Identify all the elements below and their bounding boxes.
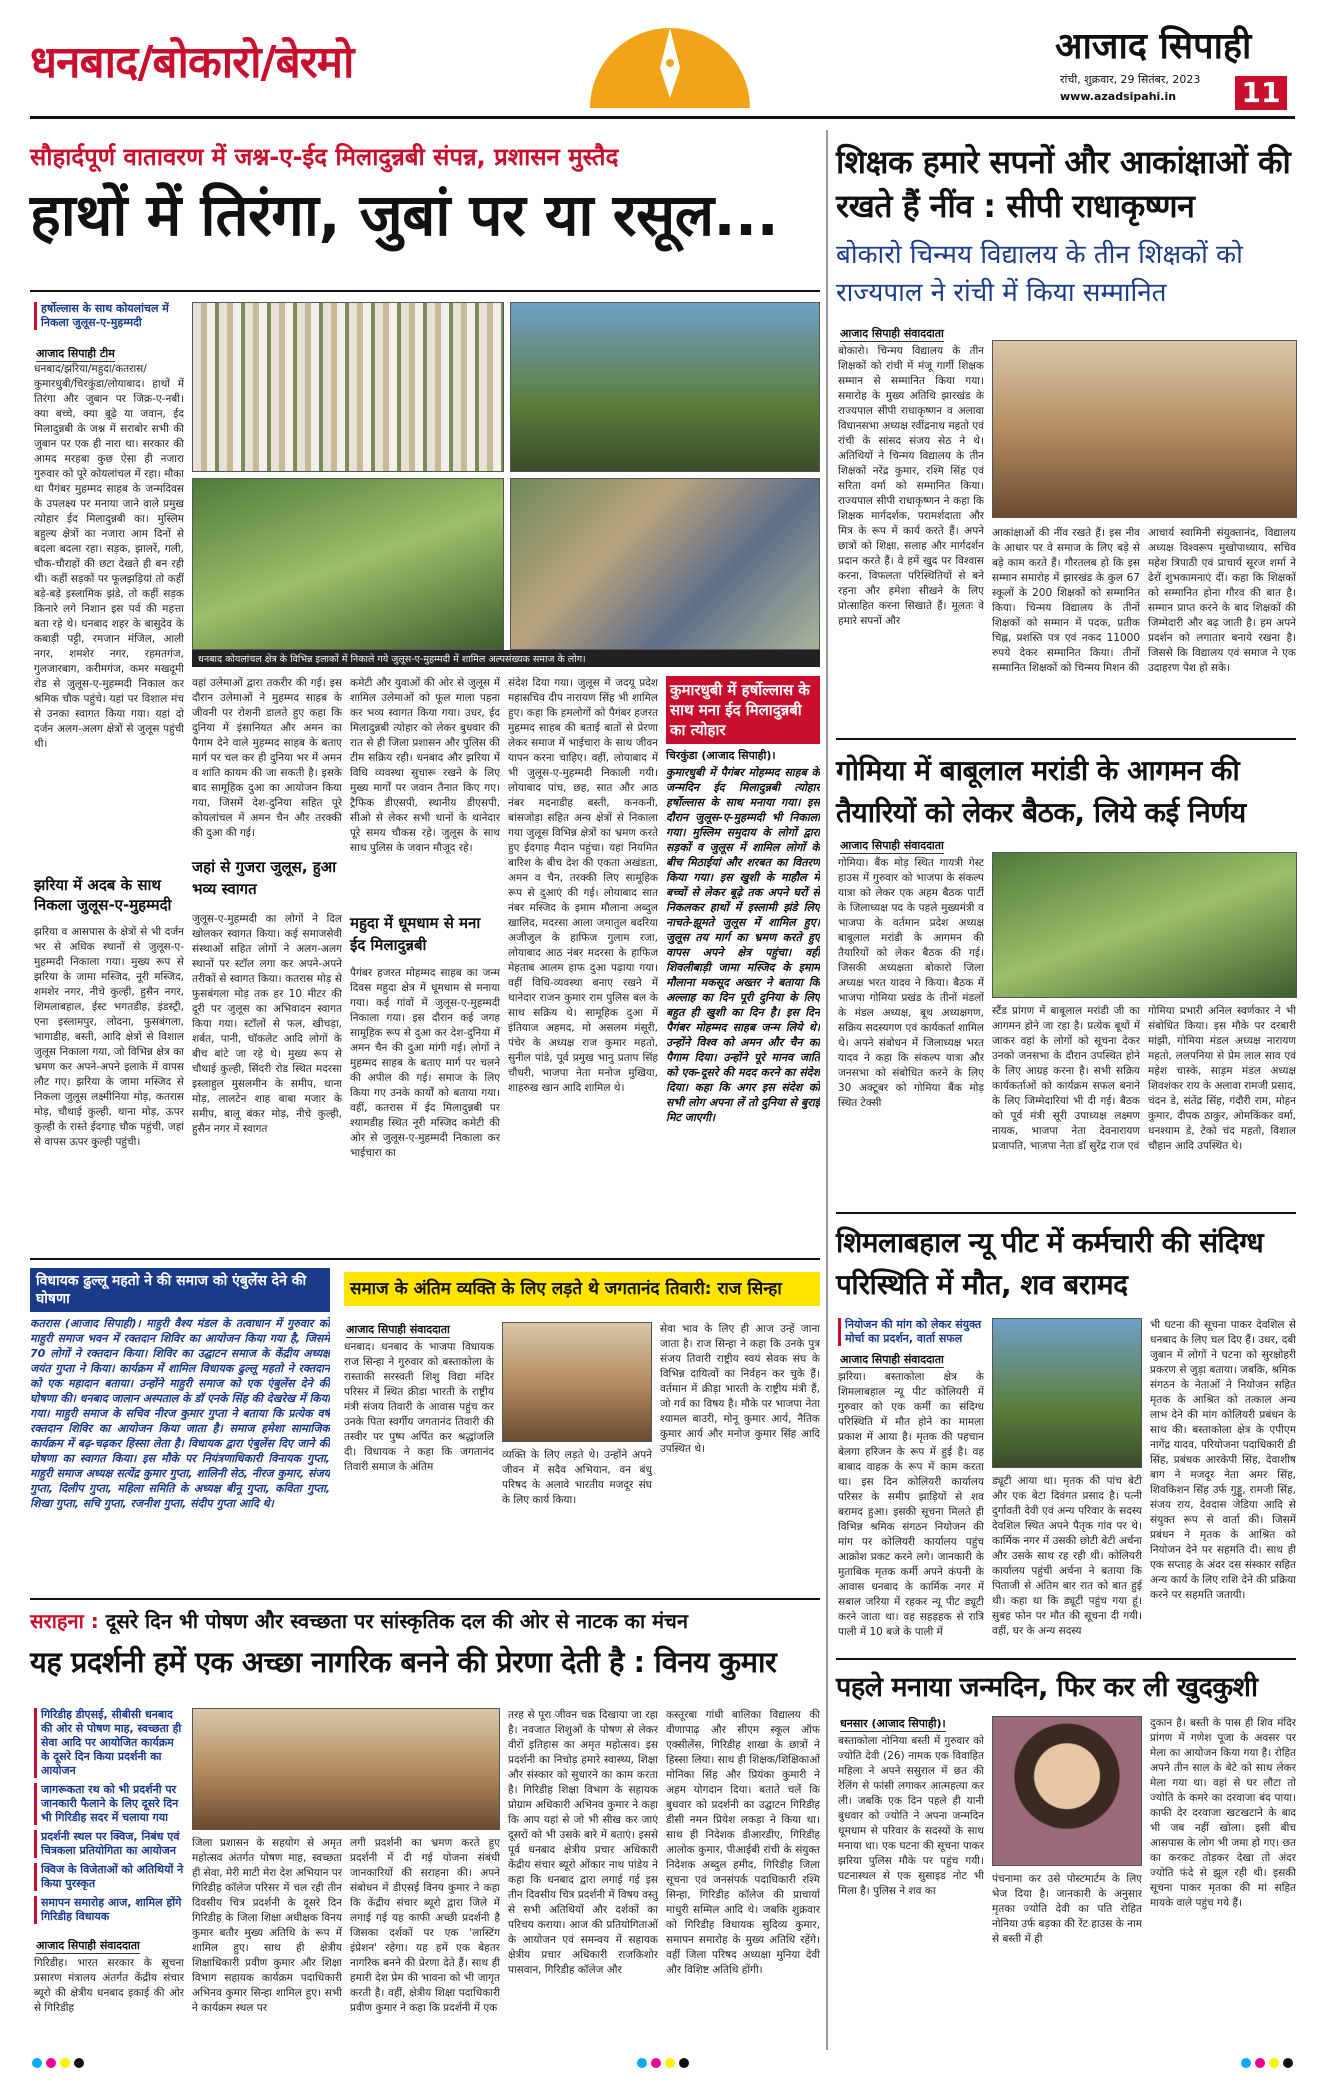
- lead-col1: धनबाद/झरिया/महुदा/कतरास/कुमारधुबी/चिरकुंडा/लोयाबाद। हाथों में तिरंगा और जुबान पर जिक्र-ए-नबी। क्या बच्चे, क्या बूढ़े या जवान, ईद मिलादुन्नबी के जश्न में सराबोर सभी की जुबान पर एक ही नारा था। सरकार की आमद मरहबा कुछ ऐसा ही नजारा गुरुवार को पूरे कोयलांचल में रहा। मौका था पैगंबर मुहम्मद साहब के जन्मदिवस के उपलक्ष्य पर मनाया जाने वाले प्रमुख त्योहार ईद मिलादुन्नबी का। मुस्लिम बहुल्य क्षेत्रों का नजारा आम दिनों से बदला बदला रहा। सड़क, झालरें, गली, चौक-चौराहों की छटा देखते ही बन रही थी। कहीं सड़कों पर फूलझड़ियां तो कहीं बड़े-बड़े इस्लामिक झंडे, तो कहीं सड़क किनारे लगे निशान इस पर्व की महत्ता बता रहे थे। धनबाद शहर के बासुदेव के कबाड़ी पट्टी, रमजान मंजिल, आली नगर, शमशेर नगर, रहमतगंज, गुलजारबाग, करीमगंज, कमर मखदूमी रोड से जुलूस-ए-मुहम्मदी निकाल कर श्रमिक चौक पहुंचे। यहां पर विशाल मंच से उनका स्वागत किया गया। यहां दो दर्जन अलग-अलग क्षेत्रों से जुलूस पहुंची थी।: [34, 363, 184, 750]
- shimla-byline: आजाद सिपाही संवाददाता: [840, 1353, 944, 1366]
- shimla-photo: [992, 1318, 1142, 1468]
- lead-headline: हाथों में तिरंगा, जुबां पर या रसूल...: [30, 181, 779, 249]
- sarahna-bullets: [34, 1708, 184, 1929]
- side-box: [666, 676, 820, 1250]
- lead-rule: [30, 290, 820, 292]
- sarahna-col1: जिला प्रशासन के सहयोग से अमृत महोत्सव अंतर्गत पोषण माह, स्वच्छता ही सेवा, मेरी माटी मेरा देश अभियान पर गिरिडीह कॉलेज परिसर में चल रही तीन दिवसीय चित्र प्रदर्शनी के दूसरे दिन गिरिडीह के जिला शिक्षा अधीक्षक विनय कुमार बतौर मुख्य अतिथि के रूप में शामिल हुए। साथ ही क्षेत्रीय शिक्षाधिकारी प्रवीण कुमार और शिक्षा विभाग सहायक कार्यक्रम पदाधिकारी अभिनव कुमार सिन्हा शामिल हुए। सभी ने कार्यक्रम स्थल पर: [192, 1837, 342, 2014]
- mid-rule: [30, 1598, 820, 1600]
- lead-sub3: महुदा में धूमधाम से मना ईद मिलादुन्नबी: [350, 914, 481, 954]
- sarahna-bullet: गिरिडीह डीएसई, सीबीसी धनबाद की ओर से पोषण माह, स्वच्छता ही सेवा आदि पर आयोजित कार्यक्रम के दूसरे दिन किया प्रदर्शनी का आयोजन: [34, 1708, 184, 1778]
- right-byline: आजाद सिपाही संवाददाता: [840, 327, 944, 340]
- right-col1: बोकारो। चिन्मय विद्यालय के तीन शिक्षकों को रांची में मंजू गार्गी शिक्षक सम्मान से सम्मानित किया गया। समारोह के मुख्य अतिथि झारखंड के राज्यपाल सीपी राधाकृष्णन व अलावा विधानसभा अध्यक्ष रवींद्रनाथ महतो एवं रांची के सांसद संजय सेठ ने थे। अतिथियों ने चिन्मय विद्यालय के तीन शिक्षकों नरेंद्र कुमार, रश्मि सिंह एवं सरिता वर्मा को सम्मानित किया। राज्यपाल सीपी राधाकृष्णन ने कहा कि शिक्षक मार्गदर्शक, परामर्शदाता और मित्र के रूप में कार्य करते हैं। अपने छात्रों को शिक्षा, सलाह और मार्गदर्शन प्रदान करते हैं। वे हमें खुद पर विश्वास करना, विफलता परिस्थितियों से बने रहना और हमेशा सीखने के लिए प्रोत्साहित करना सिखाते हैं। मूलतः वे हमारे सपनों और: [838, 345, 984, 627]
- lead-photo-1: [192, 302, 504, 472]
- vidhayak-box: [30, 1268, 330, 1590]
- sarahna-kicker-label: सराहना :: [30, 1609, 99, 1633]
- suicide-col3: दुकान है। बस्ती के पास ही शिव मंदिर प्रांगण में गणेश पूजा के अवसर पर मेला का आयोजन किया गया है। रोहित अपने तीन साल के बेटे को साथ लेकर मेला गया था। वहां से घर लौटा तो ज्योति के कमरे का दरवाजा बंद पाया। काफी देर दरवाजा खटखटाने के बाद भी जब नहीं खोला। इसी बीच आसपास के लोग भी जमा हो गए। छत का करकट तोड़कर देखा तो अंदर ज्योति फंदे से झूल रही थी। इसकी सूचना पाकर मृतका की मां सहित मायके वाले पहुंच गये हैं।: [1150, 1717, 1296, 1909]
- page-number: 11: [1235, 76, 1287, 110]
- jagtanand-headline: समाज के अंतिम व्यक्ति के लिए लड़ते थे जगतानंद तिवारी: राज सिन्हा: [344, 1272, 820, 1306]
- registration-mark-right: [1239, 2053, 1295, 2072]
- lead-col4: संदेश दिया गया। जुलूस में जदयू प्रदेश महासचिव दीप नारायण सिंह भी शामिल हुए। कहा कि हमलोगों को पैगंबर हजरत मुहम्मद साहब की बताई बातों से प्रेरणा लेकर समाज में भाईचारा के साथ जीवन यापन करना चाहिए। वहीं, लोयाबाद में भी जुलूस-ए-मुहम्मदी निकाली गयी। लोयाबाद पांच, छह, सात और आठ नंबर मदनाडीह बस्ती, कनकनी, बांसजोड़ा सहित अन्य क्षेत्रों से निकाला गया जुलूस विभिन्न क्षेत्रों का भ्रमण करते हुए ईदगाह मैदान पहुंचा। यहां नियमित बारिश के बीच देश की एकता अखंडता, अमन व चैन, तरक्की लिए सामूहिक रूप से दुआएं की गई। लोयाबाद सात नंबर मस्जिद के इमाम मौलाना अब्दुल खालिद, मदरसा आला जमातुल बदरिया अजीजुल के हाफिज गुलाम रजा, लोयाबाद आठ नंबर मदरसा के हाफिज मेहताब आलम हाफ दुआ पढ़ाया गया। वहीं विधि-व्यवस्था बनाए रखने में थानेदार राजन कुमार राम पुलिस बल के साथ सक्रिय थे। सामूहिक दुआ में इंतियाज अहमद, मो असलम मंसूरी, पंचेर के अध्यक्ष राज कुमार महतो, सुनील पांडे, पूर्व प्रमुख भानु प्रताप सिंह चौधरी, भाजपा नेता मनोज मुखिया, शाहरुख खान आदि शामिल थे।: [508, 677, 658, 1094]
- gomia-col3: गोमिया प्रभारी अनिल स्वर्णकार ने भी संबोधित किया। इस मौके पर दरबारी मांझी, गोमिया मंडल अध्यक्ष नारायण महतो, ललपनिया से प्रेम लाल साव एवं महेश चास्के, साड़म मंडल अध्यक्ष शिवशंकर राय के अलावा रामजी प्रसाद, चंदन डे, संतेंद्र सिंह, गंदौरी राम, मोहन कुमार, दीपक ठाकुर, ओमकिंकर वर्मा, धनश्याम डे, टेको चंद महतो, विशाल चौहान आदि उपस्थित थे।: [1148, 1005, 1296, 1152]
- dateline: रांची, शुक्रवार, 29 सितंबर, 2023: [1060, 73, 1201, 86]
- lead-col2b: जुलूस-ए-मुहम्मदी का लोगों ने दिल खोलकर स्वागत किया। कई समाजसेवी संस्थाओं सहित लोगों ने अलग-अलग स्थानों पर स्टॉल लगा कर अपने-अपने तरीकों से स्वागत किया। कतरास मोड़ से फुसबंगला मोड़ तक हर 10 मीटर की दूरी पर जुलूस का अभिवादन स्वागत किया गया। स्टॉलों से फल, खीचड़ा, शर्बत, पानी, चॉकलेट आदि लोगों के बीच बांटे जा रहे थे। मुख्य रूप से चौथाई कुल्ही, सिंदरी रोड स्थित मदरसा इस्लाहुल मुसलमीन के समीप, थाना मोड़, लालटेन शाह बाबा मजार के समीप, बालू बंकर मोड़, नीचे कुल्ही, हुसैन नगर में स्वागत: [192, 913, 342, 1135]
- sarahna-col4: कस्तूरबा गांधी बालिका विद्यालय की वीणापाढ़ और सीएम स्कूल ऑफ एक्सीलेंस, गिरिडीह शाखा के छात्रों ने हिस्सा लिया। साथ ही शिक्षक/शिक्षिकाओं मोनिका सिंह और प्रियंका कुमारी ने अहम योगदान दिया। बताते चलें कि बुधवार को प्रदर्शनी का उद्घाटन गिरिडीह डीसी नमन प्रियेश लकड़ा ने किया था। साथ ही निदेशक डीआरडीए, गिरिडीह आलोक कुमार, पीआईबी रांची के संयुक्त निदेशक अब्दुल हमीद, गिरिडीह जिला सूचना एवं जनसंपर्क पदाधिकारी रश्मि सिन्हा, गिरिडीह कॉलेज की प्राचार्या माधुरी सम्मिल आदि थे। जबकि शुक्रवार को गिरिडीह विधायक सुदिव्य कुमार, समापन समारोह के मुख्य अतिथि रहेंगे। वहीं जिला परिषद अध्यक्षा मुनिया देवी और विशिष्ट अतिथि होंगी।: [666, 1709, 820, 1976]
- sarahna-col2: लगी प्रदर्शनी का भ्रमण करते हुए प्रदर्शनी में दी गई योजना संबंधी जानकारियों की सराहना की। अपने संबोधन में डीएसई विनय कुमार ने कहा कि केंद्रीय संचार ब्यूरो द्वारा जिले में लगाई गई यह काफी अच्छी प्रदर्शनी है जिसका दर्शकों पर एक 'लास्टिंग इंप्रेशन' रहेगा। यह हमें एक बेहतर नागरिक बनने की प्रेरणा देते हैं। साथ ही हमारी देश प्रेम की भावना को भी जागृत करती है। वहीं, क्षेत्रीय शिक्षा पदाधिकारी प्रवीण कुमार ने कहा कि प्रदर्शनी में एक: [350, 1837, 500, 2014]
- lead-photo-4: [510, 478, 820, 650]
- right-photo: [992, 340, 1297, 518]
- sarahna-bullet: क्विज के विजेताओं को अतिथियों ने किया पुरस्कृत: [34, 1863, 184, 1891]
- suicide-byline: धनसार (आजाद सिपाही)।: [840, 1717, 946, 1730]
- right-rule-2: [836, 1212, 1296, 1214]
- section-title: धनबाद/बोकारो/बेरमो: [30, 37, 354, 88]
- right-rule-3: [836, 1658, 1296, 1660]
- lead-sub2: जहां से गुजरा जुलूस, हुआ भव्य स्वागत: [192, 858, 337, 898]
- jagtanand-byline: आजाद सिपाही संवाददाता: [346, 1323, 450, 1336]
- suicide-headline: पहले मनाया जन्मदिन, फिर कर ली खुदकुशी: [836, 1672, 1258, 1703]
- lead-bottom-rule: [30, 1258, 820, 1260]
- sarahna-bullet: समापन समारोह आज, शामिल होंगे गिरिडीह विधायक: [34, 1896, 184, 1924]
- lead-photo-2: [510, 302, 820, 472]
- sarahna-bullet: जागरूकता रथ को भी प्रदर्शनी पर जानकारी फैलाने के लिए दूसरे दिन भी गिरिडीह सदर में चलाया गया: [34, 1783, 184, 1825]
- sarahna-photo: [192, 1708, 500, 1830]
- shimla-col2: ड्यूटी आया था। मृतक की पांच बेटी और एक बेटा दिवंगत प्रसाद है। पत्नी दुर्गावती देवी एवं अन्य परिवार के सदस्य देवशिल स्थित अपने पैतृक गांव पर थे। कार्मिक नगर में उसकी छोटी बेटी अर्चना और उसके साथ रह रही थी। कोलियरी कार्यालय पहुंची अर्चना ने बताया कि पिताजी से अंतिम बार रात को बात हुई थी। कहा था कि ड्यूटी पहुंच गया हूं। सुबह फोन पर मौत की सूचना दी गयी। वहीं, घर के अन्य सदस्य: [992, 1475, 1142, 1637]
- registration-mark-left: [30, 2053, 86, 2072]
- sarahna-col3: तरह से पूरा जीवन चक्र दिखाया जा रहा है। नवजात शिशुओं के पोषण से लेकर वीरों इतिहास का अमृत महोत्सव। इस प्रदर्शनी का निचोड़ हमारे स्वास्थ्य, शिक्षा और संस्कार को सुधारने का काम करता है। गिरिडीह शिक्षा विभाग के सहायक प्रोग्राम अधिकारी अभिनव कुमार ने कहा कि आप यहां से जो भी सीख कर जाएं दूसरों को भी उसके बारे में बताएं। इससे पूर्व धनबाद क्षेत्रीय प्रचार अधिकारी केंद्रीय संचार ब्यूरो ओंकार नाथ पांडेय ने कहा कि धनबाद द्वारा लगाई गई इस तीन दिवसीय चित्र प्रदर्शनी में विषय वस्तु से सभी अतिथियों और दर्शकों का परिचय कराया। आज की प्रतियोगिताओं के आयोजन एवं समन्वय में सहायक क्षेत्रीय प्रचार अधिकारी राजकिशोर पासवान, गिरिडीह कॉलेज और: [508, 1709, 658, 1976]
- gomia-photo: [992, 852, 1297, 998]
- shimla-col3: भी घटना की सूचना पाकर देवशिल से धनबाद के लिए चल दिए हैं। उधर, दबी जुबान में लोगों ने घटना को सुरक्षोहरी प्रकरण से जुड़ा बताया। जबकि, श्रमिक संगठन के नेताओं ने नियोजन सहित मृतक के आश्रित को तत्काल अन्य लाभ देने की मांग कोलियरी प्रबंधन के साथ की। बस्ताकोला क्षेत्र के एपीएम नागेंद्र यादव, परियोजना पदाधिकारी डी सिंह, प्रबंधक आरकेपी सिंह, देवाशीष बाग ने मजदूर नेता अमर सिंह, शिवकिशन सिंह उर्फ गुड्डू, रामजी सिंह, संजय राय, देवदास जेडिया आदि से संयुक्त रूप से वार्ता की। जिसमें प्रबंधन ने मृतक के आश्रित को नियोजन देने पर सहमति दी। साथ ही एक सप्ताह के अंदर दस संस्कार सहित अन्य कार्य के लिए राशि देने की प्रक्रिया करने पर सहमति जतायी।: [1150, 1319, 1296, 1601]
- right-col2: आकांक्षाओं की नींव रखते हैं। इस नीव के आधार पर वे समाज के लिए बड़े से बड़े काम करते हैं। गौरतलब हो कि इस सम्मान समारोह में झारखंड के कुल 67 स्कूलों के 200 शिक्षकों को सम्मानित किया। चिन्मय विद्यालय के तीनों शिक्षकों को सम्मान में पदक, प्रतीक चिह्न, प्रशस्ति पत्र एवं नकद 11000 रुपये देकर सम्मानित किया। तीनों सम्मानित शिक्षकों को चिन्मय मिशन की: [992, 527, 1140, 674]
- sarahna-byline: आजाद सिपाही संवाददाता: [36, 1939, 140, 1952]
- side-text: कुमारधुबी में पैगंबर मोहम्मद साहब के जन्मदिन ईद मिलादुन्नबी त्योहार हर्षोल्लास के साथ मनाया गया। इस दौरान जुलूस-ए-मुहम्मदी भी निकाला गया। मुस्लिम समुदाय के लोगों द्वारा सड़कों व जुलूस में शामिल लोगों के बीच मिठाईयां और शरबत का वितरण किया गया। इस खुशी के माहौल में बच्चों से लेकर बूढ़े तक अपने घरों से निकलकर हाथों में इस्लामी झंडे लिए नाचते-झूमते जुलूस में शामिल हुए। जुलूस तय मार्ग का भ्रमण करते हुए वापस अपने क्षेत्र पहुंचा। वहीं शिवलीबाड़ी जामा मस्जिद के इमाम मौलाना मकसूद अख्तर ने बताया कि अल्लाह का दिन पूरी दुनिया के लिए बहुत ही खुशी का दिन है। इस दिन पैगंबर मोहम्मद साहब जन्म लिये थे। उन्होंने विश्व को अमन और चैन का पैगाम दिया। उन्होंने पूरे मानव जाति को एक-दूसरे की मदद करने का संदेश दिया। कहा कि अगर इस संदेश को सभी लोग अपना लें तो दुनिया से बुराई मिट जाएगी।: [666, 766, 820, 1124]
- jagtanand-col3: सेवा भाव के लिए ही आज उन्हें जाना जाता है। राज सिन्हा ने कहा कि उनके पुत्र संजय तिवारी राष्ट्रीय स्वयं सेवक संघ के विभिन्न दायित्वों का निर्वहन कर चुके हैं। वर्तमान में क्रीड़ा भारती के राष्ट्रीय मंत्री हैं, जो गर्व का विषय है। मौके पर भाजपा नेता श्यामल बाउरी, मोनू कुमार आर्य, नैतिक कुमार आर्य और मनोज कुमार सिंह आदि उपस्थित थे।: [660, 1323, 820, 1455]
- lead-col1b: झरिया व आसपास के क्षेत्रों से भी दर्जन भर से अधिक स्थानों से जुलूस-ए-मुहम्मदी निकाला गया। मुख्य रूप से झरिया के जामा मस्जिद, नूरी मस्जिद, शमशेर नगर, नीचे कुल्ही, हुसैन नगर, शिमलाबहाल, ईस्ट भगतडीह, इंडस्ट्री, एना इस्लामपुर, लोदना, फुसबंगला, भागाडीह, बस्ती, आदि क्षेत्रों से विशाल जुलूस निकाला गया, जो विभिन्न क्षेत्र का भ्रमण कर अपने-अपने इलाके में वापस लौट गए। झरिया के जामा मस्जिद से निकला जुलूस लक्ष्मीनिया मोड़, कतरास मोड़, चौथाई कुल्ही, थाना मोड़, ऊपर कुल्ही के रास्ते ईदगाह चौक पहुंची, जहां से वापस ऊपर कुल्ही पहुंची।: [34, 926, 184, 1148]
- right-rule-1: [836, 738, 1296, 740]
- right-col3: आचार्य स्वामिनी संयुक्तानंद, विद्यालय अध्यक्ष विश्वरूप मुखोपाध्याय, सचिव महेश त्रिपाठी एवं प्राचार्य सूरज शर्मा ने ढेरों शुभकामनाएं दीं। कहा कि शिक्षकों को सम्मानित होना गौरव की बात है। सम्मान प्राप्त करने के बाद शिक्षकों की जिम्मेदारी और बढ़ जाती है। हम अपने प्रदर्शन को लगातार बनाये रखना है। जिससे कि विद्यालय एवं समाज ने एक उदाहरण पेश हो सके।: [1148, 527, 1296, 674]
- gomia-byline: आजाद सिपाही संवाददाता: [840, 839, 944, 852]
- lead-col2: वहां उलेमाओं द्वारा तकरीर की गई। इस दौरान उलेमाओं ने मुहम्मद साहब के जीवनी पर रोशनी डालते हुए कहा कि दुनिया में इंसानियत और अमन का पैगाम देने वाले मुहम्मद साहब के बताए मार्ग पर चल कर ही दुनिया भर में अमन व शांति कायम की जा सकती है। इसके बाद सामूहिक दुआ का आयोजन किया गया, जिसमें देश-दुनिया सहित पूरे कोयलांचल में अमन चैन और तरक्की की दुआ की गई।: [192, 677, 342, 839]
- registration-marks: [30, 2052, 1295, 2072]
- website: www.azadsipahi.in: [1060, 90, 1177, 103]
- logo-emblem: [585, 8, 755, 108]
- paper-name: आजाद सिपाही: [1055, 26, 1252, 67]
- masthead: [0, 0, 1325, 118]
- lead-photo-caption: धनबाद कोयलांचल क्षेत्र के विभिन्न इलाकों में निकाले गये जुलूस-ए-मुहम्मदी में शामिल अल्पसंख्यक समाज के लोग।: [192, 650, 820, 667]
- masthead-rule: [30, 116, 1295, 119]
- jagtanand-photo: [502, 1322, 652, 1442]
- gomia-col2: स्टैंड प्रांगण में बाबूलाल मरांडी जी का आगमन होने जा रहा है। प्रत्येक बूथों में जाकर वहां के लोगों को सूचना देकर उनको जनसभा के दौरान उपस्थित होने के लिए आग्रह करना है। सभी सक्रिय कार्यकर्ताओं को कार्यक्रम सफल बनाने के लिए जिम्मेदारियां भी दी गई। बैठक को पूर्व मंत्री सूरी उपाध्यक्ष लक्ष्मण नायक, भाजपा नेता देवनारायण प्रजापति, भाजपा नेता डॉ सुरेंद्र राज एवं: [992, 1005, 1140, 1152]
- jagtanand-col2: व्यक्ति के लिए लड़ते थे। उन्होंने अपने जीवन में सदैव अभियान, वन बंधु परिषद के अलावे भारतीय मजदूर संघ के लिए कार्य किया।: [502, 1449, 652, 1506]
- lead-kicker: सौहार्दपूर्ण वातावरण में जश्न-ए-ईद मिलादुन्नबी संपन्न, प्रशासन मुस्तैद: [30, 143, 619, 171]
- sarahna-col0: गिरिडीह। भारत सरकार के सूचना प्रसारण मंत्रालय अंतर्गत केंद्रीय संचार ब्यूरो की क्षेत्रीय धनबाद इकाई की ओर से गिरिडीह: [34, 1957, 184, 2014]
- shimla-col1: झरिया। बस्ताकोला क्षेत्र के शिमलाबहाल न्यू पीट कोलियरी में गुरुवार को एक कर्मी का संदिग्ध परिस्थिति में मौत होने का मामला प्रकाश में आया है। मृतक की पहचान बेलगा हरिजन के रूप में हुई है। वह बाबाद वाहक के रूप में काम करता था। इस दिन कोलियरी कार्यालय परिसर के समीप झाड़ियों से शव बरामद हुआ। इसकी सूचना मिलते ही विभिन्न श्रमिक संगठन नियोजन की मांग पर कोलियरी कार्यालय पहुंच आक्रोश प्रकट करने लगे। जानकारी के मुताबिक मृतक कर्मी अपने कंपनी के आवास धनबाद के कार्मिक नगर में सबाल जरिया में रहकर न्यू पीट ड्यूटी करने जाता था। वह सहड़हक से रात्रि पाली में 10 बजे के पाली में: [838, 1371, 984, 1638]
- side-headline: कुमारधुबी में हर्षोल्लास के साथ मना ईद मिलादुन्नबी का त्योहार: [666, 676, 820, 744]
- sarahna-headline: यह प्रदर्शनी हमें एक अच्छा नागरिक बनने की प्रेरणा देती है : विनय कुमार: [30, 1645, 777, 1679]
- suicide-photo: [992, 1716, 1142, 1866]
- sarahna-bullet: प्रदर्शनी स्थल पर क्विज, निबंध एवं चित्रकला प्रतियोगिता का आयोजन: [34, 1830, 184, 1858]
- lead-col3: कमेटी और युवाओं की ओर से जुलूस में शामिल उलेमाओं को फूल माला पहना कर भव्य स्वागत किया गया। उधर, ईद मिलादुन्नबी त्योहार को लेकर बुधवार की रात से ही जिला प्रशासन और पुलिस की टीम सक्रिय रही। धनबाद और झरिया में विधि व्यवस्था सुचारू रखने के लिए मुख्य मार्गों पर जवान तैनात किए गए। ट्रैफिक डीएसपी, स्थानीय डीएसपी, सीओ से लेकर सभी थानों के थानेदार पूरे समय चौकस रहे। जुलूस के साथ साथ पुलिस के जवान मौजूद रहे।: [350, 677, 500, 854]
- right-headline: शिक्षक हमारे सपनों और आकांक्षाओं की रखते हैं नींव : सीपी राधाकृष्णन: [836, 143, 1291, 225]
- jagtanand-col1: धनबाद। धनबाद के भाजपा विधायक राज सिन्हा ने गुरुवार को बस्ताकोला के रास्ताकी सरस्वती शिशु विद्या मंदिर परिसर में स्थित क्रीडा भारती के राष्ट्रीय मंत्री संजय तिवारी के आवास पहुंच कर उनके पिता स्वर्गीय जगतानंद तिवारी की तस्वीर पर पुष्प अर्पित कर श्रद्धांजलि दी। विधायक ने कहा कि जगतानंद तिवारी समाज के अंतिम: [344, 1341, 494, 1473]
- registration-mark-center: [635, 2053, 691, 2072]
- column-divider: [826, 130, 828, 2050]
- shimla-highlight: नियोजन की मांग को लेकर संयुक्त मोर्चा का प्रदर्शन, वार्ता सफल: [838, 1318, 984, 1346]
- right-subhead: बोकारो चिन्मय विद्यालय के तीन शिक्षकों को राज्यपाल ने रांची में किया सम्मानित: [836, 240, 1243, 308]
- sarahna-kicker-row: [30, 1608, 820, 1634]
- suicide-col2: पंचनामा कर उसे पोस्टमार्टम के लिए भेज दिया है। जानकारी के अनुसार मृतका ज्योति देवी का पति रोहित नोनिया उर्फ बड़का की रेंट हाउस के नाम से बस्ती में ही: [992, 1873, 1142, 1945]
- vidhayak-headline: विधायक ढुल्लू महतो ने की समाज को एंबुलेंस देने की घोषणा: [30, 1268, 330, 1312]
- lead-sub1: झरिया में अदब के साथ निकला जुलूस-ए-मुहम्मदी: [34, 876, 172, 914]
- gomia-headline: गोमिया में बाबूलाल मरांडी के आगमन की तैयारियों को लेकर बैठक, लिये कई निर्णय: [836, 754, 1246, 829]
- lead-photo-3: [192, 478, 504, 650]
- vidhayak-text: कतरास (आजाद सिपाही)। माहुरी वैश्य मंडल के तत्वाधान में गुरुवार को माहुरी समाज भवन में रक्तदान शिविर का आयोजन किया गया है, जिसमें 70 लोगों ने रक्तदान किया। शिविर का उद्घाटन समाज के केंद्रीय अध्यक्ष जयंत गुप्ता ने किया। कार्यक्रम में शामिल विधायक ढुल्लू महतो ने रक्तदान को एक महादान बताया। उन्होंने माहुरी समाज को एक एंबुलेंस देने की घोषणा की। धनबाद जालान अस्पताल के डॉ एनके सिंह की देखरेख में किया गया। माहुरी समाज के सचिव नीरज कुमार गुप्ता ने बताया कि प्रत्येक वर्ष रक्तदान शिविर का आयोजन किया जाता है। समाज हमेशा सामाजिक कार्यक्रम में बढ़-चढ़कर हिस्सा लेता है। विधायक द्वारा एंबुलेंस दिए जाने की घोषणा का स्वागत किया। इस मौके पर नियंत्रणाधिकारी विनायक गुप्ता, माहुरी समाज अध्यक्ष सत्येंद्र कुमार गुप्ता, शालिनी सेठ, नीरज कुमार, संजय गुप्ता, दिलीप गुप्ता, महिला समिति के अध्यक्ष बीनू गुप्ता, कविता गुप्ता, शिखा गुप्ता, सचि गुप्ता, रजनीश गुप्ता, संदीप गुप्ता आदि थे।: [30, 1317, 330, 1510]
- lead-col3b: पैगंबर हजरत मोहम्मद साहब का जन्म दिवस महुदा क्षेत्र में धूमधाम से मनाया गया। कई गांवों में जुलूस-ए-मुहम्मदी निकाला गया। इस दौरान कई जगह सामूहिक रूप से दुआ कर देश-दुनिया में अमन चैन की दुआ मांगी गई। लोगों ने मुहम्मद साहब के बताए मार्ग पर चलने की अपील की गई। समाज के लिए किया गए उनके कार्यों को बताया गया। वहीं, कतरास में ईद मिलादुन्नबी पर श्यामडीह स्थित नूरी मस्जिद कमेटी की ओर से जुलूस-ए-मुहम्मदी निकाला कर भाईचारा का: [350, 967, 500, 1159]
- lead-highlight: हर्षोल्लास के साथ कोयलांचल में निकला जुलूस-ए-मुहम्मदी: [34, 302, 184, 330]
- lead-byline: आजाद सिपाही टीम: [36, 347, 115, 360]
- sarahna-kicker: दूसरे दिन भी पोषण और स्वच्छता पर सांस्कृतिक दल की ओर से नाटक का मंचन: [105, 1609, 688, 1633]
- shimla-headline: शिमलाबहाल न्यू पीट में कर्मचारी की संदिग्ध परिस्थिति में मौत, शव बरामद: [836, 1226, 1264, 1301]
- gomia-col1: गोमिया। बैंक मोड़ स्थित गायत्री गेस्ट हाउस में गुरुवार को भाजपा के संकल्प यात्रा को लेकर एक अहम बैठक पार्टी के जिलाध्यक्ष पद के पहले मुख्यमंत्री व भाजपा के वर्तमान प्रदेश अध्यक्ष बाबूलाल मरांडी के आगमन की तैयारियों को लेकर बैठक की गई। जिसकी अध्यक्षता बोकारो जिला अध्यक्ष भरत यादव ने किया। बैठक में भाजपा गोमिया प्रखंड के तीनों मंडलों के मंडल अध्यक्ष, बूथ अध्यक्षगण, सक्रिय सदस्यगण एवं कार्यकर्ता शामिल थे। अपने संबोधन में जिलाध्यक्ष भरत यादव ने कहा कि संकल्प यात्रा और जनसभा को संबोधित करने के लिए 30 अक्टूबर को गोमिया बैंक मोड़ स्थित टेक्सी: [838, 857, 984, 1109]
- side-byline: चिरकुंडा (आजाद सिपाही)।: [666, 749, 776, 762]
- suicide-col1: बस्ताकोला नोनिया बस्ती में गुरुवार को ज्योति देवी (26) नामक एक विवाहित महिला ने अपने ससुराल में छत की रेलिंग से फांसी लगाकर आत्महत्या कर ली। जबकि एक दिन पहले ही यानी बुधवार को ज्योति ने अपना जन्मदिन धूमधाम से परिवार के सदस्यों के साथ मनाया था। एक घटना की सूचना पाकर झरिया पुलिस मौके पर पहुंच गयी। घटनास्थल से एक सुसाइड नोट भी मिला है। पुलिस ने शव का: [838, 1735, 984, 1897]
